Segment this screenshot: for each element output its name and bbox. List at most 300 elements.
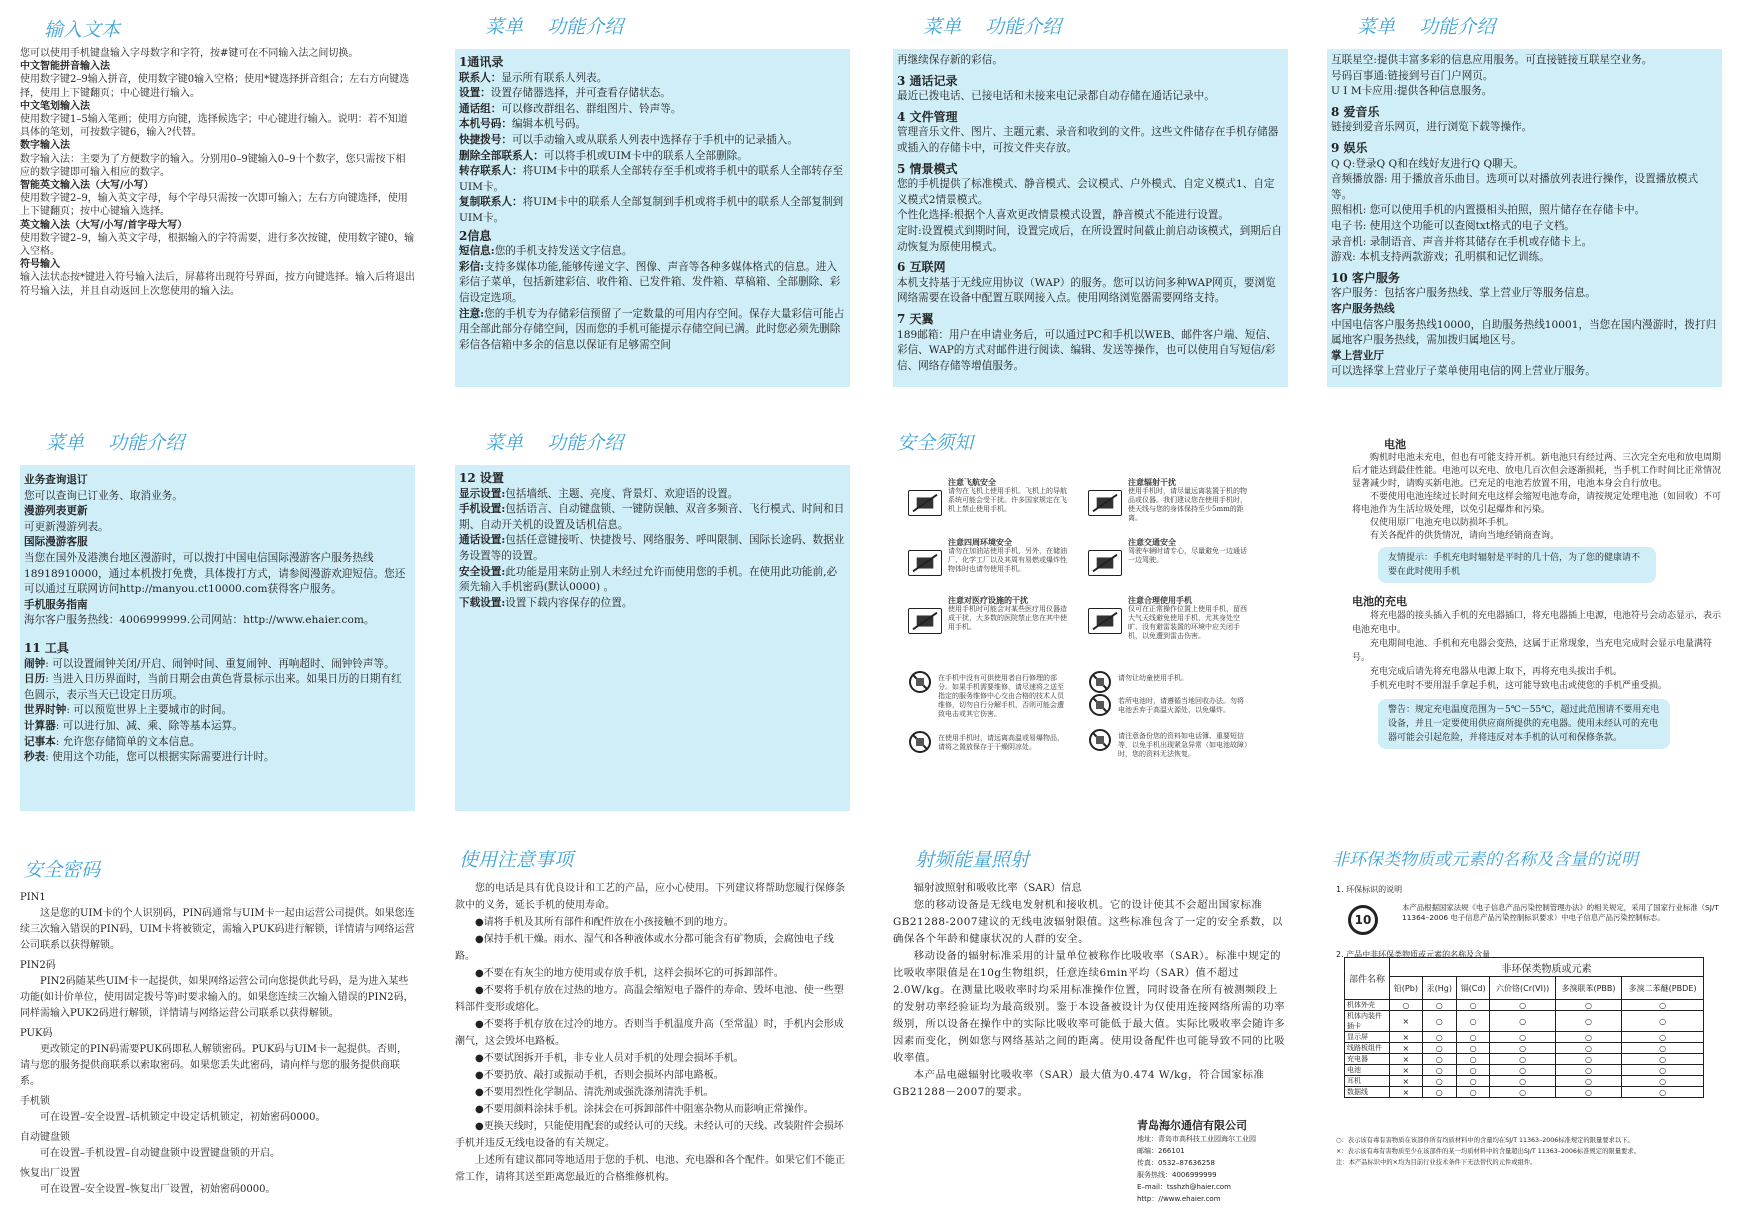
- panel-usage-notes: [455, 845, 850, 1186]
- item-heading: 国际漫游客服: [24, 536, 88, 549]
- list-item: [459, 565, 846, 596]
- menu-sections: [1331, 105, 1718, 302]
- rf-body: [893, 880, 1288, 1101]
- list-item: [459, 502, 846, 533]
- list-item: [24, 719, 411, 735]
- list-item: [459, 307, 846, 354]
- code-text: 这是您的UIM卡的个人识别码，PIN码通常与UIM卡一起由运营公司提供。如果您连续三次输入错误的PIN码，UIM卡将被锁定，需输入PUK码进行解锁，详情请与网络运营公司联系以获得解锁。: [20, 908, 415, 951]
- cell-value: ○: [1622, 1065, 1704, 1076]
- cell-value: ○: [1456, 1000, 1490, 1011]
- medical-warning-icon: [908, 608, 942, 634]
- service-list: [24, 473, 411, 629]
- gas-station-warning-icon: [908, 550, 942, 576]
- safety-grid: [893, 477, 1293, 758]
- code-text: 可在设置–安全设置–恢复出厂设置，初始密码0000。: [40, 1184, 276, 1195]
- battery-paragraph: 有关各配件的供货情况，请向当地经销商查询。: [1370, 531, 1560, 541]
- usage-bullet: ●不要用颜料涂抹手机。涂抹会在可拆卸部件中阻塞杂物从而影响正常操作。: [475, 1104, 814, 1115]
- charging-paragraph: 手机充电时不要用湿手拿起手机，这可能导致电击或使您的手机严重受损。: [1370, 681, 1668, 691]
- cell-value: ○: [1555, 1000, 1621, 1011]
- panel-input-text: [20, 15, 415, 298]
- table-col-header: 多溴二苯醚(PBDE): [1622, 977, 1704, 1000]
- menu-box: [455, 465, 850, 811]
- intro: 您的电话是具有优良设计和工艺的产品，应小心使用。下列建议将帮助您履行保修条款中的义务，延长手机的使用寿命。: [455, 883, 845, 911]
- cell-value: ○: [1622, 1054, 1704, 1065]
- item-text: 输入法状态按*键进入符号输入法后，屏幕将出现符号界面，按方向键选择。输入后将退出符号输入法，并且自动返回上次您使用的输入法。: [20, 272, 415, 297]
- usage-body: [455, 880, 850, 1186]
- list-item: [459, 195, 846, 226]
- charging-paragraph: 充电完成后请先将充电器从电源上取下，再将充电头拔出手机。: [1370, 667, 1623, 677]
- list-item: [459, 487, 846, 503]
- item-text: : 可以进行加、减、乘、除等基本运算。: [55, 719, 243, 732]
- messages-list: [459, 244, 846, 353]
- menu-box: [893, 49, 1288, 387]
- row-name: 耳机: [1345, 1076, 1390, 1087]
- table-row: [1345, 1032, 1704, 1043]
- section-heading: 5 情景模式: [897, 161, 958, 176]
- rf-subtitle: 辐射波照射和吸收比率（SAR）信息: [913, 882, 1082, 894]
- section-heading: 2信息: [459, 228, 492, 243]
- no-heat-icon: [908, 730, 932, 754]
- cell-value: ○: [1422, 1011, 1456, 1032]
- section-text: Q Q:登录Q Q和在线好友进行Q Q聊天。 音频播放器: 用于播放音乐曲目。选项可以对播放列表进行操作，设置播放模式等。 照相机: 您可以使用手机的内置摄相头拍照，照片储存在存储卡中。 电子书: 使用这个功能可以查阅txt格式的电子文档。 录音机: 录制语音、声音并将其储存在手机或存储卡上。 游戏: 本机支持两款游戏；孔明棋和记忆训练。: [1331, 157, 1699, 264]
- cell-value: ○: [1456, 1065, 1490, 1076]
- item-heading: 漫游列表更新: [24, 505, 88, 518]
- list-item: [24, 735, 411, 751]
- section-heading: 9 娱乐: [1331, 140, 1368, 155]
- section-heading: 10 客户服务: [1331, 270, 1400, 285]
- cell-value: ○: [1490, 1087, 1555, 1098]
- section-heading: 8 爱音乐: [1331, 104, 1380, 119]
- item-label: 彩信:: [459, 260, 485, 273]
- safety-item-title: 注意四周环境安全: [948, 537, 1012, 547]
- item-heading: 符号输入: [20, 259, 60, 271]
- env-table: [1344, 957, 1704, 1098]
- panel-menu-3: [1327, 12, 1722, 387]
- panel-env: [1332, 845, 1727, 1166]
- item-heading: 手机服务指南: [24, 598, 88, 611]
- cell-value: ○: [1422, 1032, 1456, 1043]
- codes-list: [20, 890, 415, 1198]
- cell-value: ○: [1456, 1032, 1490, 1043]
- row-name: 线路板组件: [1345, 1043, 1390, 1054]
- company-zip: 邮编：266101: [1137, 1147, 1185, 1155]
- safety-item-text: 在使用手机时，请远离高温或易爆物品，请将之置放保存于干燥阴凉处。: [938, 734, 1064, 751]
- input-text-body: [20, 47, 415, 298]
- safety-item-title: 注意飞航安全: [948, 477, 996, 487]
- row-name: 机体内装件插卡: [1345, 1011, 1390, 1032]
- code-text: 可在设置–手机设置–自动键盘锁中设置键盘锁的开启。: [40, 1148, 280, 1159]
- table-col-header: 多溴联苯(PBB): [1555, 977, 1621, 1000]
- safety-item: [938, 734, 1068, 752]
- menu-box: [455, 49, 850, 387]
- item-text: 支持多媒体功能,能够传递文字、图像、声音等各种多媒体格式的信息。进入彩信子菜单，包括新建彩信、收件箱、已发件箱、发件箱、草稿箱、全部删除、彩信设定选项。: [459, 260, 841, 304]
- item-text: 设置存储器选择，并可查看存储状态。: [490, 87, 671, 100]
- list-item: [459, 149, 846, 165]
- cell-value: ○: [1555, 1011, 1621, 1032]
- list-item: [459, 117, 846, 133]
- safety-item: [948, 538, 1068, 574]
- usage-bullet: ●不要试图拆开手机，非专业人员对手机的处理会损坏手机。: [475, 1053, 744, 1064]
- item-text: 显示所有联系人列表。: [501, 71, 608, 84]
- item-text: 海尔客户服务热线：4006999999.公司网站：http://www.ehaier.com。: [24, 614, 375, 627]
- battery-paragraph: 仅使用原厂电池充电以防损坏手机。: [1370, 518, 1515, 528]
- hall-text: 可以选择掌上营业厅子菜单使用电信的网上营业厅服务。: [1331, 365, 1596, 378]
- safety-item-text: 请勿在加油站使用手机，另外，在储油厂、化学工厂以及其周有易燃或爆炸性物体时也请勿使用手机。: [948, 547, 1067, 573]
- item-text: 数字输入法：主要为了方便数字的输入。分别用0–9键输入0–9十个数字，您只需按下相应的数字键即可输入相应的数字。: [20, 153, 406, 178]
- usage-bullet: ●更换天线时，只能使用配套的或经认可的天线。未经认可的天线、改装附件会损坏手机并违反无线电设备的有关规定。: [455, 1121, 844, 1149]
- section-text: 189邮箱：用户在申请业务后，可以通过PC和手机以WEB、邮件客户端、短信、彩信、WAP的方式对邮件进行阅读、编辑、发送等操作，也可以使用自写短信/彩信、网络存储等增值服务。: [897, 328, 1277, 372]
- code-heading: 恢复出厂设置: [20, 1168, 80, 1179]
- usage-bullet: ●不要将手机存放在过热的地方。高温会缩短电子器件的寿命、毁坏电池、使一些塑料部件变形或熔化。: [455, 985, 844, 1013]
- section-heading: 12 设置: [459, 471, 504, 485]
- rf-paragraph: 本产品电磁辐射比吸收率（SAR）最大值为0.474 W/kg，符合国家标准GB21288－2007的要求。: [893, 1069, 1265, 1098]
- panel-menu-5: [455, 428, 850, 811]
- safety-item: [1118, 674, 1248, 683]
- panel-title: 非环保类物质或元素的名称及含量的说明: [1332, 850, 1638, 870]
- safety-item-title: 注意交通安全: [1128, 537, 1176, 547]
- cell-value: ○: [1622, 1043, 1704, 1054]
- menu-box: [20, 465, 415, 811]
- charging-heading: 电池的充电: [1352, 595, 1407, 608]
- safety-item-title: 注意合理使用手机: [1128, 595, 1192, 605]
- table-row: [1345, 1054, 1704, 1065]
- safety-item-text: 请勿让幼童使用手机。: [1118, 674, 1188, 682]
- item-label: 通话设置:: [459, 534, 506, 547]
- safety-item: [1128, 538, 1248, 565]
- list-item: [24, 750, 411, 766]
- item-text: 将UIM卡中的联系人全部复制到手机或将手机中的联系人全部复制到UIM卡。: [459, 196, 844, 224]
- row-name: 充电器: [1345, 1054, 1390, 1065]
- item-text: 可更新漫游列表。: [24, 520, 109, 533]
- safety-item-text: 使用手机时，请尽量远离装置于机的物品或仪器。我们建议您在使用手机时，使天线与您的身体保持至少5mm的距离。: [1128, 487, 1247, 522]
- env-logo-row: [1332, 899, 1727, 945]
- list-item: [459, 102, 846, 118]
- company-name: 青岛海尔通信有限公司: [1137, 1119, 1247, 1132]
- code-text: 更改锁定的PIN码需要PUK码即私人解锁密码。PUK码与UIM卡一起提供。否则，请与您的服务提供商联系以索取密码。如果您丢失此密码，请向样与您的服务提供商联系。: [20, 1044, 407, 1087]
- item-label: 手机设置:: [459, 503, 506, 516]
- safety-item-title: 注意辐射干扰: [1128, 477, 1176, 487]
- list-item: [459, 164, 846, 195]
- item-text: : 允许您存储简单的文本信息。: [55, 735, 201, 748]
- item-text: 使用数字键2–9，输入英文字母，每个字母只需按一次即可输入；左右方向键选择，使用上下键翻页；按中心键输入选择。: [20, 193, 408, 218]
- item-label: 秒表: [24, 751, 46, 764]
- cell-value: ×: [1390, 1043, 1423, 1054]
- cell-value: ○: [1422, 1076, 1456, 1087]
- no-disassemble-icon: [908, 670, 932, 694]
- safety-item-text: 仅可在正常操作位置上使用手机，留西大气天线避免使用手机，尤其身处空旷、没有避雷装置的环境中应关闭手机，以免遭到雷击伤害。: [1128, 605, 1247, 640]
- warning-box: 警告：规定充电温度范围为－5℃－55℃，超过此范围请不要用充电设备，并且一定要使用供应商所提供的充电器。使用未经认可的充电器可能会引起危险，并将违反对本手机的认可和保修条款。: [1378, 699, 1670, 749]
- usage-bullets: [455, 914, 850, 1152]
- hotline-text: 中国电信客户服务热线10000，自助服务热线10001，当您在国内漫游时，拨打归属地客户服务热线，需加拨归属地区号。: [1331, 318, 1717, 347]
- cell-value: ○: [1490, 1076, 1555, 1087]
- cell-value: ○: [1555, 1087, 1621, 1098]
- safety-item-text: 使用手机时可能会对某些医疗用仪器造成干扰，大多数的医院禁止您在其中使用手机。: [948, 605, 1067, 631]
- item-text: 包括墙纸、主题、亮度、背景灯、欢迎语的设置。: [505, 487, 739, 500]
- panel-rf-exposure: [893, 845, 1288, 1205]
- table-col-header: 六价铬(Cr(VI)): [1490, 977, 1555, 1000]
- tip-box: 友情提示：手机充电时辐射是平时的几十倍，为了您的健康请不要在此时使用手机: [1378, 547, 1656, 583]
- company-web: http：//www.ehaier.com: [1137, 1195, 1221, 1203]
- item-label: 复制联系人：: [459, 196, 523, 209]
- code-heading: PUK码: [20, 1028, 53, 1039]
- panel-title: 射频能量照射: [915, 849, 1030, 871]
- cell-value: ○: [1622, 1087, 1704, 1098]
- env-logo-text: 本产品根据国家法规《电子信息产品污染控制管理办法》的相关规定，采用了国家行业标准（SJ/T 11364–2006 电子信息产品污染控制标识要求）中电子信息产品污染控制标志。: [1402, 903, 1719, 922]
- item-label: 转存联系人：: [459, 165, 523, 178]
- battery-heading: 电池: [1384, 438, 1406, 451]
- panel-title: 安全密码: [24, 859, 101, 881]
- tools-list: [24, 657, 411, 766]
- item-text: 包括语言、自动键盘锁、一键防误触、双音多频音、飞行模式、时间和日期、自动开关机的设置及话机信息。: [459, 503, 845, 531]
- cell-value: ○: [1555, 1043, 1621, 1054]
- list-item: [459, 533, 846, 564]
- item-text: 您的手机专为存储彩信预留了一定数量的可用内存空间。保存大量彩信可能占用全部此部分存储空间，因而您的手机可能提示存储空间已满。此时您必须先删除彩信各信箱中多余的信息以保证有足够需空间: [459, 307, 845, 351]
- item-heading: 业务查询退订: [24, 474, 88, 486]
- panel-security-codes: [20, 855, 415, 1198]
- safety-item: [948, 596, 1068, 632]
- table-row: [1345, 1087, 1704, 1098]
- item-label: 通话组：: [459, 102, 502, 115]
- item-label: 联系人：: [459, 71, 502, 84]
- item-text: 使用数字键2–9输入拼音，使用数字键0输入空格；使用*键选择拼音组合；左右方向键选择，使用上下键翻页；中心键进行输入。: [20, 74, 410, 99]
- section-text: 客户服务：包括客户服务热线、掌上营业厅等服务信息。: [1331, 287, 1596, 300]
- code-heading: 自动键盘锁: [20, 1132, 70, 1143]
- table-row: [1345, 1011, 1704, 1032]
- cell-value: ○: [1422, 1000, 1456, 1011]
- list-item: [459, 596, 846, 612]
- item-text: 将UIM卡中的联系人全部转存至手机或将手机中的联系人全部转存至UIM卡。: [459, 165, 844, 193]
- env-note: ×：表示该有毒有害物质至少在该部件的某一均质材料中的含量超出SJ/T 11363–2006标准规定的限量要求。: [1336, 1148, 1640, 1155]
- cell-value: ○: [1555, 1065, 1621, 1076]
- section-heading: 7 天翼: [897, 311, 934, 326]
- lightning-warning-icon: [1088, 608, 1122, 634]
- charging-text: [1352, 609, 1722, 693]
- cell-value: ○: [1622, 1011, 1704, 1032]
- cell-value: ○: [1390, 1000, 1423, 1011]
- traffic-warning-icon: [1088, 550, 1122, 576]
- charging-paragraph: 将充电器的接头插入手机的充电器插口，将充电器插上电源，电池符号会动态显示，表示电池充电中。: [1352, 611, 1722, 635]
- hall-heading: 掌上营业厅: [1331, 349, 1384, 362]
- cell-value: ○: [1422, 1054, 1456, 1065]
- table-row: [1345, 1065, 1704, 1076]
- cell-value: ○: [1456, 1076, 1490, 1087]
- item-text: 您可以查询已订业务、取消业务。: [24, 489, 183, 502]
- table-col-header: 铅(Pb): [1390, 977, 1423, 1000]
- battery-disposal-icon: [1088, 693, 1112, 717]
- item-heading: 英文输入法（大写/小写/首字母大写）: [20, 219, 188, 231]
- cell-value: ○: [1456, 1011, 1490, 1032]
- item-label: 记事本: [24, 735, 56, 748]
- section-text: 本机支持基于无线应用协议（WAP）的服务。您可以访问多种WAP网页，要浏览网络需要在设备中配置互联网接入点。使用网络浏览器需要网络支持。: [897, 276, 1276, 305]
- pre-text: 互联星空:提供丰富多彩的信息应用服务。可直接链接互联星空业务。 号码百事通:链接到号百门户网页。 U I M卡应用:提供各种信息服务。: [1331, 54, 1653, 98]
- item-text: 包括任意键接听、快捷拨号、网络服务、呼叫限制、国际长途码、数据业务设置等的设置。: [459, 534, 845, 562]
- safety-item: [938, 674, 1068, 719]
- item-text: 此功能是用来防止别人未经过允许而使用您的手机。在使用此功能前,必须先输入手机密码(默认0000) 。: [459, 565, 838, 594]
- panel-menu-2: [893, 12, 1288, 387]
- list-item: [24, 672, 411, 703]
- list-item: [459, 260, 846, 307]
- continued-text: 再继续保存新的彩信。: [897, 54, 1003, 66]
- usage-bullet: ●保持手机干燥。雨水、湿气和各种液体或水分都可能含有矿物质，会腐蚀电子线路。: [455, 934, 834, 962]
- safety-item: [948, 478, 1068, 514]
- cell-value: ○: [1490, 1043, 1555, 1054]
- code-heading: PIN2码: [20, 960, 56, 971]
- code-heading: 手机锁: [20, 1096, 50, 1107]
- company-address: 地址：青岛市高科技工业园海尔工业园: [1137, 1135, 1256, 1143]
- safety-item-text: 驾驶车辆时请专心，尽量避免一边通话一边驾驶。: [1128, 547, 1247, 564]
- table-header-main: 非环保类物质或元素: [1390, 958, 1704, 977]
- cell-value: ○: [1456, 1043, 1490, 1054]
- safety-item: [1118, 697, 1248, 715]
- cell-value: ×: [1390, 1087, 1423, 1098]
- panel-title: 菜单 功能介绍: [485, 16, 624, 38]
- code-text: PIN2码随某些UIM卡一起提供，如果网络运营公司向您提供此号码，是为进入某些功能(如计价单位，使用固定拨号等)时要求输入的。如果您连续三次输入错误的PIN2码，同样需输入PUK2码进行解锁，详情请与网络运营公司联系以获得解锁。: [20, 976, 414, 1019]
- item-text: 您的手机支持发送文字信息。: [494, 245, 633, 258]
- section-text: 链接到爱音乐网页，进行浏览下载等操作。: [1331, 121, 1533, 134]
- outro: 上述所有建议都同等地适用于您的手机、电池、充电器和各个配件。如果它们不能正常工作，请将其送至距离您最近的合格维修机构。: [455, 1155, 845, 1183]
- cell-value: ○: [1622, 1076, 1704, 1087]
- env-logo-icon: 10: [1348, 905, 1378, 935]
- panel-title: 菜单 功能介绍: [1357, 16, 1496, 38]
- item-heading: 中文笔划输入法: [20, 100, 90, 112]
- panel-menu-1: [455, 12, 850, 387]
- contacts-list: [459, 71, 846, 227]
- cell-value: ○: [1422, 1043, 1456, 1054]
- cell-value: ○: [1555, 1032, 1621, 1043]
- usage-bullet: ●不要在有灰尘的地方使用或存放手机，这样会损坏它的可拆卸部件。: [475, 968, 784, 979]
- panel-title: 输入文本: [44, 19, 121, 41]
- panel-title: 菜单 功能介绍: [46, 432, 185, 454]
- item-text: 使用数字键2–9，输入英文字母，根据输入的字符需要，进行多次按键，使用数字键0，输入空格。: [20, 232, 415, 258]
- item-label: 删除全部联系人：: [459, 149, 544, 162]
- panel-title: 安全须知: [897, 432, 974, 454]
- cell-value: ○: [1490, 1000, 1555, 1011]
- usage-bullet: ●不要用烈性化学制品、清洗剂或强洗涤剂清洗手机。: [475, 1087, 714, 1098]
- menu-sections: [897, 74, 1284, 375]
- item-label: 本机号码：: [459, 118, 512, 131]
- airplane-warning-icon: [908, 490, 942, 516]
- table-col-header: 镉(Cd): [1456, 977, 1490, 1000]
- list-item: [459, 133, 846, 149]
- cell-value: ×: [1390, 1011, 1423, 1032]
- item-text: 可以手动输入或从联系人列表中选择存于手机中的记录插入。: [511, 133, 798, 146]
- cell-value: ○: [1622, 1032, 1704, 1043]
- menu-box: [1327, 49, 1722, 387]
- section-text: 您的手机提供了标准模式、静音模式、会议模式、户外模式、自定义模式1、自定义模式2情景模式。 个性化选择:根据个人喜欢更改情景模式设置，静音模式不能进行设置。 定时:设置模式到期时间，设置完成后，在所设置时间截止前启动该模式，到期后自动恢复为原使用模式。: [897, 178, 1282, 253]
- item-label: 设置：: [459, 87, 491, 100]
- item-label: 安全设置:: [459, 565, 506, 578]
- env-s1: 1. 环保标识的说明: [1336, 885, 1403, 894]
- code-text: 可在设置–安全设置–话机锁定中设定话机锁定，初始密码0000。: [40, 1112, 326, 1123]
- code-heading: PIN1: [20, 892, 46, 903]
- env-notes: [1336, 1135, 1726, 1168]
- panel-safety: [893, 428, 1288, 455]
- company-hotline: 服务热线：4006999999: [1137, 1171, 1217, 1179]
- env-note: ○：表示该有毒有害物质在该部件所有均质材料中的含量均在SJ/T 11363–2006标准规定的限量要求以下。: [1336, 1137, 1634, 1144]
- section-heading: 11 工具: [24, 640, 69, 655]
- row-name: 显示屏: [1345, 1032, 1390, 1043]
- rf-paragraph: 移动设备的辐射标准采用的计量单位被称作比吸收率（SAR）。标准中规定的比吸收率限值是在10g生物组织，任意连续6min平均（SAR）值不超过2.0W/kg。在测量比吸收率时均采用标准操作位置，同时设备在所有被测频段上的发射功率经验证均为最高级别。鉴于本设备被设计为仅使用连接网络所需的功率级别，所以设备在操作中的实际比吸收率可能低于最大值。实际比吸收率会随许多因素而变化，例如您与网络基站之间的距离。使用设备配件也可能导致不同的比吸收率值。: [893, 950, 1286, 1064]
- cell-value: ○: [1456, 1054, 1490, 1065]
- rf-paragraphs: [893, 897, 1288, 1101]
- section-text: 最近已拨电话、已接电话和未接来电记录都自动存储在通话记录中。: [897, 90, 1215, 103]
- child-warning-icon: [1088, 670, 1112, 694]
- section-heading: 6 互联网: [897, 260, 946, 275]
- radiation-warning-icon: [1088, 490, 1122, 516]
- table-row: [1345, 1043, 1704, 1054]
- row-name: 电池: [1345, 1065, 1390, 1076]
- battery-text: [1352, 452, 1722, 543]
- item-label: 短信息:: [459, 245, 495, 258]
- table-col-header: 汞(Hg): [1422, 977, 1456, 1000]
- panel-battery: [1352, 436, 1722, 755]
- cell-value: ○: [1490, 1065, 1555, 1076]
- safety-item: [1128, 478, 1248, 523]
- list-item: [24, 657, 411, 673]
- section-heading: 1通讯录: [459, 55, 504, 69]
- hotline-heading: 客户服务热线: [1331, 302, 1395, 315]
- item-label: 闹钟: [24, 657, 46, 670]
- safety-item-text: 请注意备份您的资料如电话簿、重要短信等，以免手机出现紧急异常（如电池故障）时，您的资料无法恢复。: [1118, 732, 1248, 758]
- list-item: [24, 703, 411, 719]
- item-text: 当您在国外及港澳台地区漫游时，可以拨打中国电信国际漫游客户服务热线18918910000，通过本机拨打免费，具体拨打方式，请参阅漫游欢迎短信。您还可以通过互联网访问http://manyou.ct10000.com获得客户服务。: [24, 551, 406, 596]
- company-fax: 传真：0532–87636258: [1137, 1159, 1215, 1167]
- row-name: 机体外壳: [1345, 1000, 1390, 1011]
- cell-value: ○: [1622, 1000, 1704, 1011]
- cell-value: ○: [1456, 1087, 1490, 1098]
- cell-value: ○: [1422, 1065, 1456, 1076]
- env-note: 注：本产品标识中的×均为目前行业技术条件下无法替代的元件或组件。: [1336, 1159, 1537, 1166]
- usage-bullet: ●不要扔放、敲打或振动手机，否则会损坏内部电路板。: [475, 1070, 724, 1081]
- usage-bullet: ●不要将手机存放在过冷的地方。否则当手机温度升高（至常温）时，手机内会形成潮气，这会毁坏电路板。: [455, 1019, 844, 1047]
- env-s2: 2. 产品中非环保类物质或元素的名称及含量: [1336, 950, 1491, 959]
- cell-value: ×: [1390, 1065, 1423, 1076]
- panel-title: 菜单 功能介绍: [485, 432, 624, 454]
- item-label: 注意:: [459, 307, 485, 320]
- cell-value: ×: [1390, 1032, 1423, 1043]
- list-item: [459, 86, 846, 102]
- battery-paragraph: 购机时电池未充电，但也有可能支持开机。新电池只有经过两、三次完全充电和放电周期后才能达到最佳性能。电池可以充电、放电几百次但会逐渐损耗，当手机工作时间比正常情况显著减少时，请购买新电池。已充足的电池若放置不用，电池本身会自行放电。: [1352, 453, 1722, 489]
- panel-title: 使用注意事项: [459, 849, 574, 871]
- usage-bullet: ●请将手机及其所有部件和配件放在小孩接触不到的地方。: [475, 917, 734, 928]
- section-heading: 4 文件管理: [897, 109, 958, 124]
- cell-value: ○: [1555, 1054, 1621, 1065]
- safety-item-text: 在手机中没有可供使用者自行修理的部分。如果手机需要维修，请尽速将之送至指定的服务维修中心交由合格的技术人员维修，切勿自行分解手机，否则可能会遭致电击或其它伤害。: [938, 674, 1064, 718]
- safety-item: [1118, 732, 1248, 759]
- company-block: [1137, 1119, 1288, 1205]
- battery-paragraph: 不要使用电池连续过长时间充电这样会缩短电池寿命，请按规定处理电池（如回收）不可将电池作为生活垃圾处理，以免引起爆炸和污染。: [1352, 492, 1722, 515]
- safety-item-text: 请勿在飞机上使用手机。飞机上的导航系统可能会受干扰。许多国家规定在飞机上禁止使用手机。: [948, 487, 1067, 513]
- cell-value: ○: [1422, 1087, 1456, 1098]
- input-methods: [20, 60, 415, 298]
- item-label: 显示设置:: [459, 487, 506, 500]
- cell-value: ○: [1490, 1054, 1555, 1065]
- safety-item: [1128, 596, 1248, 641]
- item-text: : 使用这个功能，您可以根据实际需要进行计时。: [45, 751, 275, 764]
- backup-data-icon: [1088, 728, 1112, 752]
- item-text: : 可以预览世界上主要城市的时间。: [66, 704, 233, 717]
- item-heading: 数字输入法: [20, 140, 70, 152]
- intro: 您可以使用手机键盘输入字母数字和字符，按#键可在不同输入法之间切换。: [20, 48, 359, 59]
- table-row: [1345, 1000, 1704, 1011]
- item-text: : 当进入日历界面时，当前日期会由黄色背景标示出来。如果日历的日期有红色圆示，表示当天已设定日历项。: [24, 673, 402, 701]
- list-item: [459, 244, 846, 260]
- table-header-part: 部件名称: [1345, 958, 1390, 1000]
- item-label: 下载设置:: [459, 596, 506, 609]
- item-label: 世界时钟: [24, 704, 67, 717]
- panel-menu-4: [20, 428, 415, 811]
- cell-value: ○: [1490, 1032, 1555, 1043]
